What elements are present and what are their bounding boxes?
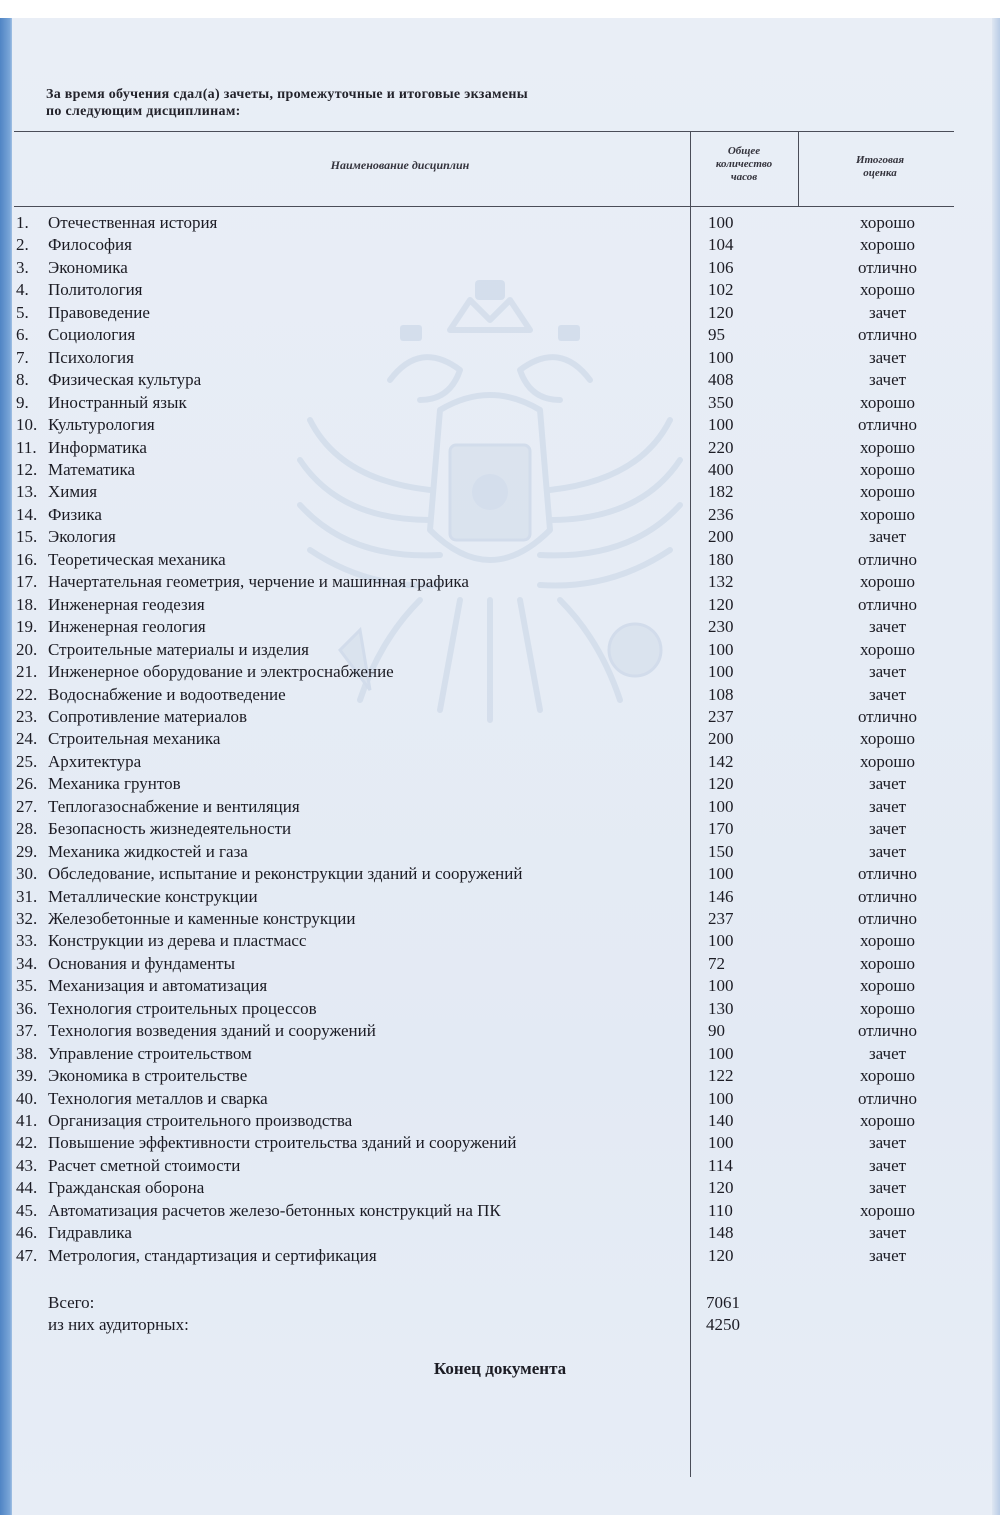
table-row <box>0 549 1000 571</box>
discipline-grade: отлично <box>857 886 917 906</box>
row-number: 23. <box>16 706 38 726</box>
row-number: 1. <box>16 213 29 232</box>
header-hours-line-1: Общее <box>727 145 761 157</box>
row-number: 21. <box>16 662 38 681</box>
discipline-grade: зачет <box>868 774 907 794</box>
discipline-name: Автоматизация расчетов железо-бетонных конструкций на ПК <box>48 1200 501 1220</box>
discipline-hours: 237 <box>708 706 734 726</box>
row-number: 30. <box>16 864 38 883</box>
table-row <box>0 773 1000 795</box>
row-number: 31. <box>16 886 38 906</box>
table-row <box>0 1110 1000 1132</box>
discipline-name: Строительные материалы и изделия <box>48 639 309 659</box>
discipline-grade: хорошо <box>860 931 915 951</box>
discipline-hours: 108 <box>708 684 734 704</box>
discipline-name: Культурология <box>48 415 155 434</box>
discipline-grade: зачет <box>868 1155 907 1175</box>
discipline-hours: 100 <box>708 415 734 434</box>
row-number: 15. <box>16 527 38 547</box>
table-row <box>0 1155 1000 1177</box>
row-number: 19. <box>16 617 38 637</box>
discipline-grade: зачет <box>868 617 907 637</box>
discipline-hours: 95 <box>708 325 725 345</box>
discipline-name: Основания и фундаменты <box>48 953 236 973</box>
discipline-grade: отлично <box>857 908 917 928</box>
discipline-grade: зачет <box>868 841 907 861</box>
discipline-name: Инженерная геология <box>48 617 206 637</box>
table-row <box>0 751 1000 773</box>
discipline-grade: зачет <box>868 1178 907 1198</box>
discipline-grade: зачет <box>868 662 907 681</box>
auditory-label: из них аудиторных: <box>48 1315 189 1334</box>
discipline-name: Физика <box>48 504 102 524</box>
total-value: 7061 <box>706 1293 740 1312</box>
discipline-hours: 408 <box>708 370 734 390</box>
row-number: 40. <box>16 1088 38 1108</box>
discipline-grade: хорошо <box>860 235 915 255</box>
table-row <box>0 302 1000 324</box>
table-row <box>0 1177 1000 1199</box>
discipline-grade: хорошо <box>860 976 915 996</box>
table-row <box>0 639 1000 661</box>
row-number: 18. <box>16 594 38 614</box>
discipline-hours: 120 <box>708 1245 734 1265</box>
table-header-rule <box>14 206 954 207</box>
discipline-grade: отлично <box>857 415 917 434</box>
table-row <box>0 347 1000 369</box>
discipline-hours: 236 <box>708 504 734 524</box>
discipline-grade: зачет <box>868 1245 907 1265</box>
discipline-hours: 400 <box>708 459 734 479</box>
discipline-name: Безопасность жизнедеятельности <box>48 819 292 839</box>
row-number: 24. <box>16 729 38 749</box>
table-row <box>0 1245 1000 1267</box>
row-number: 42. <box>16 1133 38 1153</box>
discipline-name: Металлические конструкции <box>48 886 258 906</box>
intro-line-2: по следующим дисциплинам: <box>46 104 241 119</box>
discipline-hours: 220 <box>708 437 734 457</box>
discipline-name: Механика грунтов <box>48 774 181 794</box>
table-row <box>0 1200 1000 1222</box>
row-number: 28. <box>16 819 38 839</box>
table-row <box>0 1065 1000 1087</box>
discipline-hours: 100 <box>708 213 734 232</box>
table-row <box>0 863 1000 885</box>
discipline-grade: хорошо <box>860 392 915 412</box>
table-row <box>0 616 1000 638</box>
table-row <box>0 504 1000 526</box>
row-number: 17. <box>16 572 38 592</box>
table-row <box>0 975 1000 997</box>
auditory-value: 4250 <box>706 1315 740 1334</box>
discipline-name: Архитектура <box>48 751 142 771</box>
discipline-grade: зачет <box>868 347 907 367</box>
table-row <box>0 818 1000 840</box>
row-number: 38. <box>16 1043 38 1063</box>
discipline-name: Управление строительством <box>48 1043 252 1063</box>
discipline-name: Водоснабжение и водоотведение <box>48 684 286 704</box>
discipline-name: Химия <box>48 482 98 502</box>
discipline-hours: 120 <box>708 594 734 614</box>
discipline-name: Иностранный язык <box>48 392 187 412</box>
row-number: 34. <box>16 953 38 973</box>
discipline-grade: хорошо <box>860 280 915 300</box>
discipline-hours: 100 <box>708 662 734 681</box>
discipline-hours: 140 <box>708 1111 734 1130</box>
discipline-grade: зачет <box>868 1043 907 1063</box>
row-number: 43. <box>16 1155 38 1175</box>
discipline-grade: хорошо <box>860 504 915 524</box>
row-number: 22. <box>16 684 38 704</box>
row-number: 2. <box>16 235 29 255</box>
discipline-grade: отлично <box>857 864 917 883</box>
discipline-hours: 102 <box>708 280 734 300</box>
discipline-hours: 72 <box>708 953 725 973</box>
discipline-hours: 90 <box>708 1021 725 1041</box>
discipline-hours: 100 <box>708 796 734 816</box>
discipline-grade: отлично <box>857 257 917 277</box>
discipline-name: Социология <box>48 325 136 345</box>
discipline-name: Физическая культура <box>48 370 202 390</box>
discipline-grade: хорошо <box>860 1200 915 1220</box>
row-number: 6. <box>16 325 29 345</box>
header-grade-line-1: Итоговая <box>855 154 905 166</box>
discipline-hours: 146 <box>708 886 734 906</box>
discipline-grade: зачет <box>868 796 907 816</box>
discipline-hours: 100 <box>708 931 734 951</box>
discipline-grade: зачет <box>868 1133 907 1153</box>
discipline-name: Метрология, стандартизация и сертификация <box>48 1245 377 1265</box>
discipline-hours: 100 <box>708 1043 734 1063</box>
discipline-name: Математика <box>48 459 136 479</box>
discipline-name: Правоведение <box>48 302 150 322</box>
table-row <box>0 459 1000 481</box>
row-number: 36. <box>16 998 38 1018</box>
discipline-hours: 120 <box>708 774 734 794</box>
table-top-rule <box>14 131 954 132</box>
row-number: 3. <box>16 257 29 277</box>
table-row <box>0 1222 1000 1244</box>
table-row <box>0 998 1000 1020</box>
table-row <box>0 571 1000 593</box>
discipline-hours: 180 <box>708 549 734 569</box>
discipline-grade: хорошо <box>860 953 915 973</box>
discipline-name: Политология <box>48 280 143 300</box>
discipline-name: Сопротивление материалов <box>48 706 248 726</box>
row-number: 47. <box>16 1245 38 1265</box>
discipline-grade: зачет <box>868 819 907 839</box>
row-number: 11. <box>16 437 37 457</box>
table-row <box>0 1088 1000 1110</box>
discipline-grade: зачет <box>868 302 907 322</box>
discipline-hours: 170 <box>708 819 734 839</box>
discipline-grade: хорошо <box>860 482 915 502</box>
table-row <box>0 234 1000 256</box>
table-row <box>0 369 1000 391</box>
discipline-name: Философия <box>48 235 132 255</box>
table-row <box>0 526 1000 548</box>
row-number: 29. <box>16 841 38 861</box>
intro-text <box>46 86 528 120</box>
column-divider-grade <box>798 131 799 207</box>
discipline-name: Информатика <box>48 437 147 457</box>
row-number: 12. <box>16 459 38 479</box>
discipline-grade: хорошо <box>860 572 915 592</box>
discipline-grade: отлично <box>857 1021 917 1041</box>
discipline-name: Железобетонные и каменные конструкции <box>48 908 356 928</box>
row-number: 10. <box>16 415 38 434</box>
header-name: Наименование дисциплин <box>330 158 470 172</box>
discipline-name: Отечественная история <box>48 213 218 232</box>
discipline-hours: 122 <box>708 1066 734 1086</box>
discipline-hours: 100 <box>708 976 734 996</box>
discipline-hours: 110 <box>708 1200 733 1220</box>
row-number: 33. <box>16 931 38 951</box>
table-row <box>0 392 1000 414</box>
discipline-grade: зачет <box>868 684 907 704</box>
table-row <box>0 257 1000 279</box>
discipline-grade: отлично <box>857 706 917 726</box>
row-number: 27. <box>16 796 38 816</box>
discipline-name: Теплогазоснабжение и вентиляция <box>48 796 300 816</box>
discipline-name: Экология <box>48 527 116 547</box>
table-row <box>0 1020 1000 1042</box>
row-number: 9. <box>16 392 29 412</box>
discipline-grade: хорошо <box>860 213 915 232</box>
table-row <box>0 324 1000 346</box>
row-number: 16. <box>16 549 38 569</box>
table-row <box>0 908 1000 930</box>
discipline-grade: хорошо <box>860 1066 915 1086</box>
discipline-hours: 130 <box>708 998 734 1018</box>
discipline-hours: 237 <box>708 908 734 928</box>
discipline-name: Технология строительных процессов <box>48 998 317 1018</box>
row-number: 14. <box>16 504 38 524</box>
discipline-hours: 120 <box>708 302 734 322</box>
discipline-name: Механика жидкостей и газа <box>48 841 248 861</box>
row-number: 41. <box>16 1111 38 1130</box>
header-hours <box>698 145 790 184</box>
row-number: 13. <box>16 482 38 502</box>
discipline-hours: 114 <box>708 1155 733 1175</box>
row-number: 39. <box>16 1066 38 1086</box>
discipline-hours: 132 <box>708 572 734 592</box>
discipline-name: Механизация и автоматизация <box>48 976 268 996</box>
discipline-hours: 150 <box>708 841 734 861</box>
discipline-name: Психология <box>48 347 134 367</box>
discipline-hours: 104 <box>708 235 734 255</box>
row-number: 37. <box>16 1021 38 1041</box>
discipline-name: Экономика в строительстве <box>48 1066 248 1086</box>
discipline-hours: 100 <box>708 864 734 883</box>
table-row <box>0 279 1000 301</box>
discipline-name: Инженерное оборудование и электроснабжение <box>48 662 394 681</box>
discipline-grade: зачет <box>868 527 907 547</box>
discipline-grade: хорошо <box>860 459 915 479</box>
row-number: 5. <box>16 302 29 322</box>
row-number: 32. <box>16 908 38 928</box>
row-number: 46. <box>16 1223 38 1243</box>
row-number: 44. <box>16 1178 38 1198</box>
row-number: 35. <box>16 976 38 996</box>
discipline-name: Теоретическая механика <box>48 549 226 569</box>
table-row <box>0 930 1000 952</box>
discipline-hours: 230 <box>708 617 734 637</box>
discipline-name: Конструкции из дерева и пластмасс <box>48 931 307 951</box>
header-grade-line-2: оценка <box>863 167 897 179</box>
discipline-hours: 148 <box>708 1223 734 1243</box>
row-number: 25. <box>16 751 38 771</box>
table-row <box>0 728 1000 750</box>
discipline-grade: хорошо <box>860 639 915 659</box>
discipline-name: Технология металлов и сварка <box>48 1088 268 1108</box>
discipline-grade: зачет <box>868 1223 907 1243</box>
discipline-hours: 100 <box>708 639 734 659</box>
table-row <box>0 841 1000 863</box>
discipline-hours: 200 <box>708 527 734 547</box>
discipline-hours: 100 <box>708 1088 734 1108</box>
discipline-grade: хорошо <box>860 751 915 771</box>
total-label: Всего: <box>48 1293 95 1312</box>
table-row <box>0 796 1000 818</box>
discipline-name: Инженерная геодезия <box>48 594 205 614</box>
row-number: 20. <box>16 639 38 659</box>
row-number: 7. <box>16 347 29 367</box>
discipline-hours: 142 <box>708 751 734 771</box>
discipline-grade: хорошо <box>860 437 915 457</box>
discipline-name: Экономика <box>48 257 128 277</box>
table-row <box>0 953 1000 975</box>
discipline-grade: зачет <box>868 370 907 390</box>
discipline-name: Технология возведения зданий и сооружений <box>48 1021 376 1041</box>
table-row <box>0 886 1000 908</box>
discipline-name: Повышение эффективности строительства зданий и сооружений <box>48 1133 517 1153</box>
discipline-name: Строительная механика <box>48 729 221 749</box>
table-row <box>0 684 1000 706</box>
discipline-grade: хорошо <box>860 729 915 749</box>
table-row <box>0 481 1000 503</box>
discipline-hours: 100 <box>708 1133 734 1153</box>
discipline-grade: хорошо <box>860 1111 915 1130</box>
row-number: 4. <box>16 280 29 300</box>
table-row <box>0 594 1000 616</box>
discipline-name: Расчет сметной стоимости <box>48 1155 241 1175</box>
discipline-name: Обследование, испытание и реконструкции зданий и сооружений <box>48 864 523 883</box>
discipline-hours: 106 <box>708 257 734 277</box>
table-row <box>0 414 1000 436</box>
row-number: 45. <box>16 1200 38 1220</box>
table-row <box>0 661 1000 683</box>
table-row <box>0 212 1000 234</box>
discipline-hours: 120 <box>708 1178 734 1198</box>
discipline-hours: 182 <box>708 482 734 502</box>
discipline-name: Гидравлика <box>48 1223 132 1243</box>
header-hours-line-2: количество <box>715 158 773 170</box>
header-hours-line-3: часов <box>730 171 758 183</box>
table-row <box>0 1132 1000 1154</box>
discipline-name: Организация строительного производства <box>48 1111 353 1130</box>
discipline-grade: отлично <box>857 325 917 345</box>
table-row <box>0 1043 1000 1065</box>
discipline-grade: отлично <box>857 1088 917 1108</box>
discipline-hours: 200 <box>708 729 734 749</box>
row-number: 8. <box>16 370 29 390</box>
discipline-grade: отлично <box>857 594 917 614</box>
discipline-grade: хорошо <box>860 998 915 1018</box>
discipline-hours: 100 <box>708 347 734 367</box>
discipline-name: Начертательная геометрия, черчение и машинная графика <box>48 572 469 592</box>
table-row <box>0 437 1000 459</box>
table-row <box>0 706 1000 728</box>
end-of-document: Конец документа <box>433 1359 567 1378</box>
discipline-grade: отлично <box>857 549 917 569</box>
discipline-hours: 350 <box>708 392 734 412</box>
discipline-name: Гражданская оборона <box>48 1178 205 1198</box>
intro-line-1: За время обучения сдал(а) зачеты, промежуточные и итоговые экзамены <box>46 87 528 102</box>
row-number: 26. <box>16 774 38 794</box>
header-grade <box>820 154 940 180</box>
